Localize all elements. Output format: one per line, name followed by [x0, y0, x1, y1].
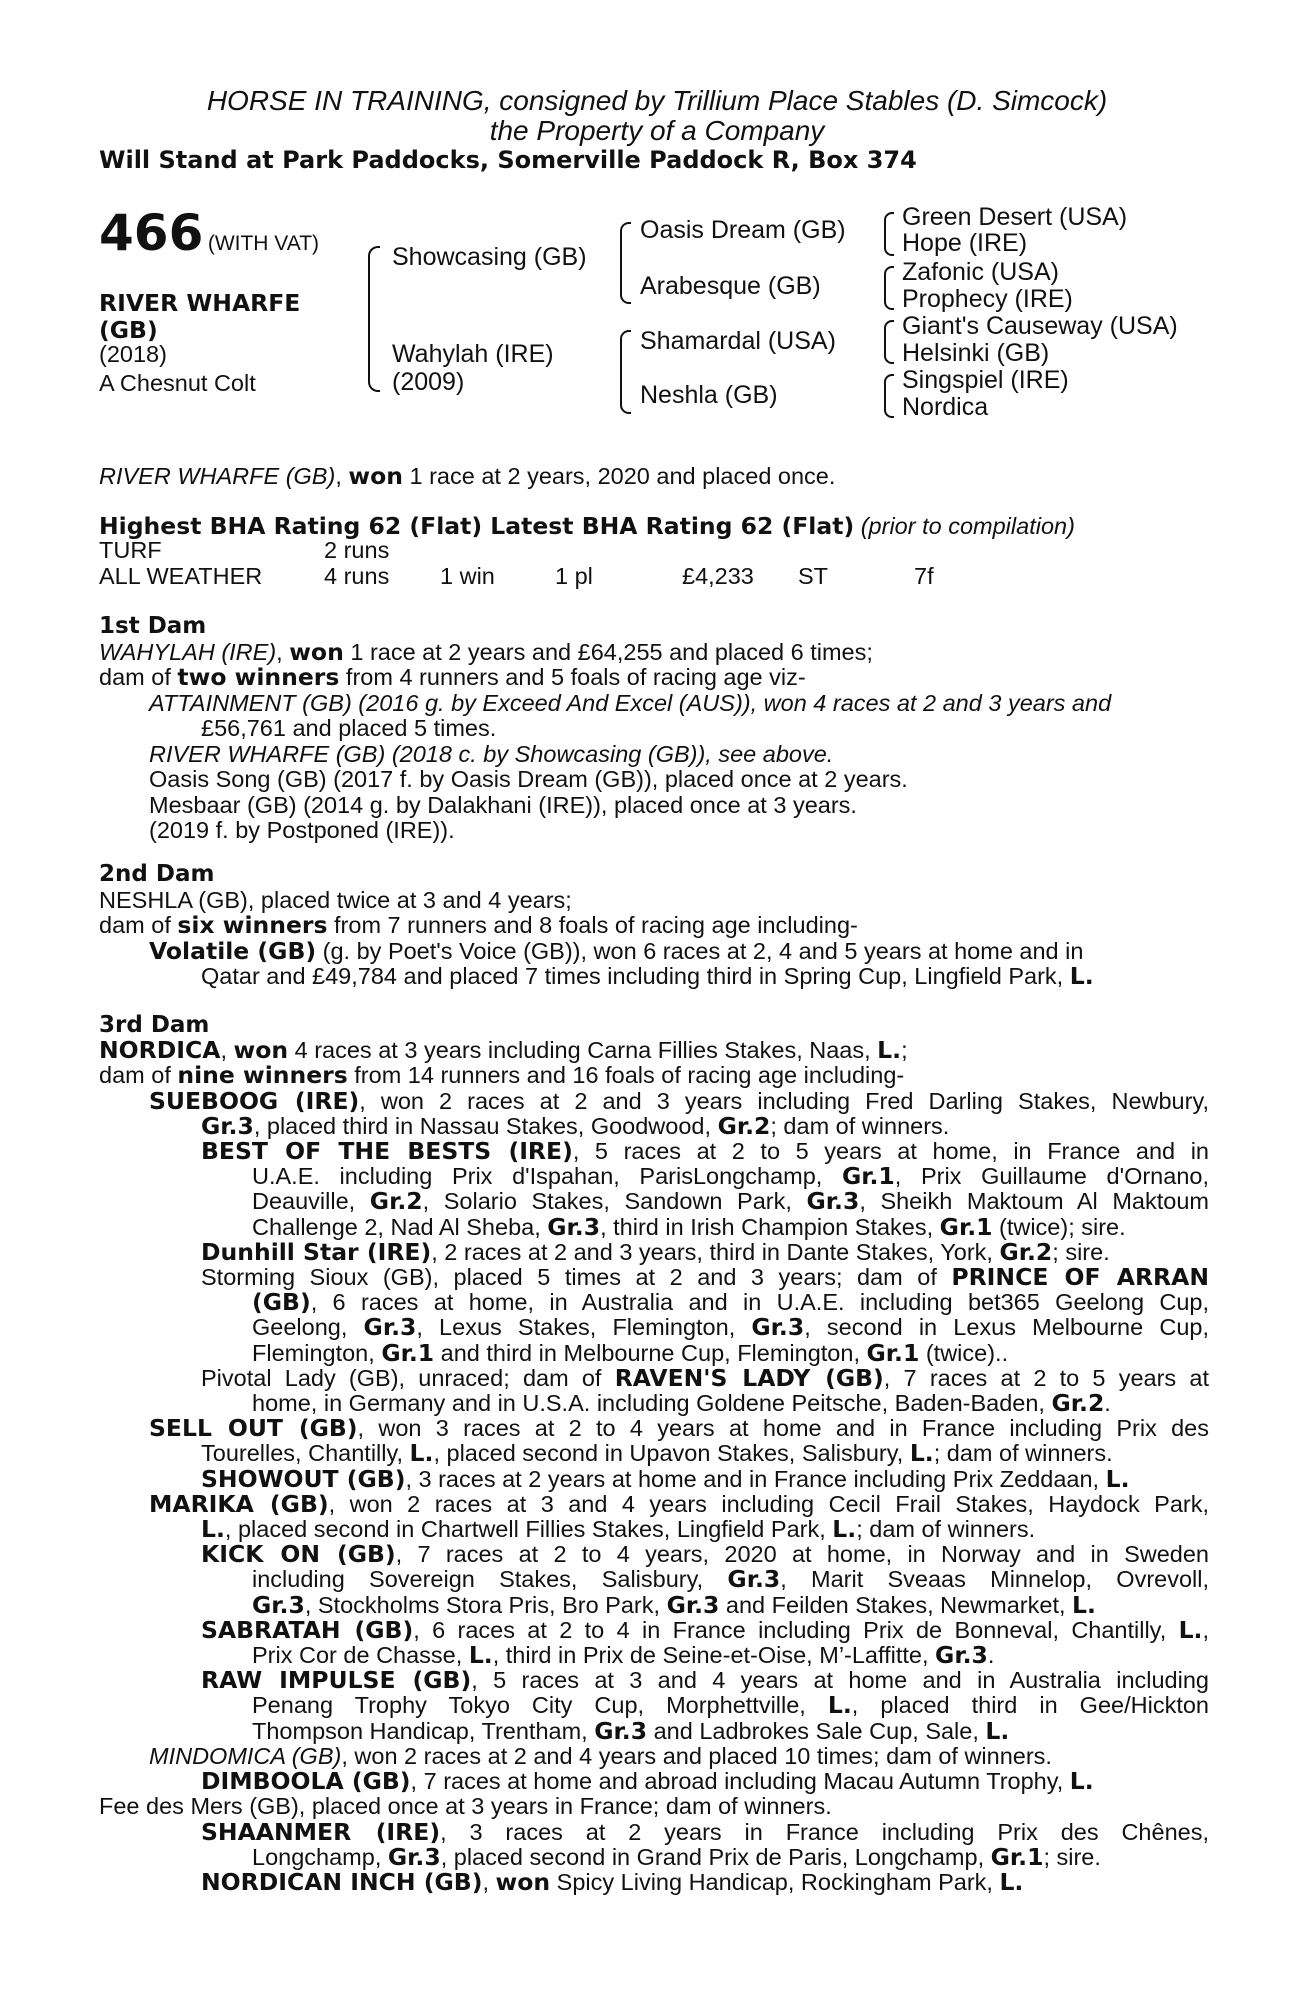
aw-prize: £4,233 — [682, 563, 754, 589]
horse-name: RIVER WHARFE — [99, 289, 301, 317]
sire-dam: Arabesque (GB) — [640, 272, 821, 300]
pedigree-line: SABRATAH (GB), 6 races at 2 to 4 in France including Prix de Bonneval, Chantilly, L., — [201, 1615, 1209, 1644]
rating-note: (prior to compilation) — [860, 513, 1075, 539]
second-dam-produce-summary — [99, 913, 1209, 939]
pedigree-line: Pivotal Lady (GB), unraced; dam of RAVEN'S LADY (GB), 7 races at 2 to 5 years at — [201, 1363, 1209, 1392]
pedigree-line: MARIKA (GB), won 2 races at 3 and 4 years including Cecil Frail Stakes, Haydock Park, — [149, 1489, 1210, 1518]
pedigree-line: Penang Trophy Tokyo City Cup, Morphettville, L., placed third in Gee/Hickton — [252, 1691, 1209, 1720]
lot-block — [99, 204, 319, 262]
pedigree-line: Deauville, Gr.2, Solario Stakes, Sandown Park, Gr.3, Sheikh Maktoum Al Maktoum — [252, 1187, 1209, 1216]
granddam-2: Prophecy (IRE) — [902, 285, 1073, 313]
first-dam-produce-summary — [99, 665, 1209, 691]
pedigree-line: SHOWOUT (GB), 3 races at 2 years at home and in France including Prix Zeddaan, L. — [201, 1464, 1130, 1493]
pedigree-brace-main — [368, 246, 380, 392]
pedigree-line: Storming Sioux (GB), placed 5 times at 2 and 3 years; dam of PRINCE OF ARRAN — [201, 1263, 1209, 1292]
location-line: Will Stand at Park Paddocks, Somerville Paddock R, Box 374 — [99, 146, 917, 174]
third-dam-section — [99, 1013, 1209, 1895]
pedigree-line: SELL OUT (GB), won 3 races at 2 to 4 years at home and in France including Prix des — [149, 1414, 1209, 1443]
sire-sire: Oasis Dream (GB) — [640, 216, 846, 244]
pedigree-line: NORDICA, won 4 races at 3 years including Carna Fillies Stakes, Naas, L.; — [99, 1036, 908, 1065]
first-dam-name: WAHYLAH (IRE) — [99, 638, 277, 665]
pedigree-line: Gr.3, Stockholms Stora Pris, Bro Park, Gr.3 and Feilden Stakes, Newmarket, L. — [252, 1590, 1096, 1619]
pedigree-line: MINDOMICA (GB), won 2 races at 2 and 4 years and placed 10 times; dam of winners. — [149, 1742, 1052, 1769]
aw-placed: 1 pl — [555, 563, 593, 589]
summary-name: RIVER WHARFE (GB) — [99, 463, 336, 489]
pedigree-line: SUEBOOG (IRE), won 2 races at 2 and 3 years including Fred Darling Stakes, Newbury, — [149, 1086, 1209, 1115]
pedigree-line: including Sovereign Stakes, Salisbury, Gr.3, Marit Sveaas Minnelop, Ovrevoll, — [252, 1565, 1209, 1594]
produce-record: Qatar and £49,784 and placed 7 times including third in Spring Cup, Lingfield Park, — [201, 963, 1070, 989]
pedigree-brace-dam — [620, 330, 631, 414]
turf-runs: 2 runs — [324, 537, 390, 563]
pedigree-brace-g4 — [884, 374, 894, 418]
vat-note: (WITH VAT) — [207, 232, 320, 255]
rating-line — [99, 512, 1075, 540]
aw-track: ST — [798, 563, 829, 589]
first-dam-line: WAHYLAH (IRE), won 1 race at 2 years and £64,255 and placed 6 times; — [99, 637, 873, 666]
aw-distance: 7f — [914, 563, 934, 589]
first-dam-section — [99, 614, 1209, 844]
text-fragment: dam of — [99, 912, 178, 938]
pedigree-line: U.A.E. including Prix d'Ispahan, ParisLongchamp, Gr.1, Prix Guillaume d'Ornano, — [252, 1162, 1209, 1191]
pedigree-line: (GB), 6 races at home, in Australia and in U.A.E. including bet365 Geelong Cup, — [252, 1288, 1209, 1317]
pedigree-line: KICK ON (GB), 7 races at 2 to 4 years, 2020 at home, in Norway and in Sweden — [201, 1540, 1210, 1569]
produce-line: (2019 f. by Postponed (IRE)). — [149, 817, 455, 843]
pedigree-brace-g2 — [884, 266, 894, 310]
granddam-1: Hope (IRE) — [902, 229, 1028, 257]
pedigree-brace-g3 — [884, 320, 894, 364]
summary-won: won — [348, 462, 403, 490]
text-fragment: from 4 runners and 5 foals of racing age viz- — [339, 664, 806, 690]
aw-wins: 1 win — [440, 563, 495, 589]
rating-bold: Highest BHA Rating 62 (Flat) Latest BHA Rating 62 (Flat) — [99, 512, 855, 540]
produce-line: RIVER WHARFE (GB) (2018 c. by Showcasing (GB)), see above. — [149, 740, 834, 767]
pedigree-line: Prix Cor de Chasse, L., third in Prix de Seine-et-Oise, M’-Laffitte, Gr.3. — [252, 1641, 995, 1670]
grandsire-1: Green Desert (USA) — [902, 203, 1128, 231]
third-dam-lines — [99, 1038, 1209, 1895]
pedigree-line: SHAANMER (IRE), 3 races at 2 years in France including Prix des Chênes, — [201, 1817, 1209, 1846]
property-line: the Property of a Company — [489, 115, 825, 146]
grandsire-3: Giant's Causeway (USA) — [902, 312, 1178, 340]
grandsire-2: Zafonic (USA) — [902, 258, 1059, 286]
produce-line — [99, 964, 1209, 990]
first-dam-record: 1 race at 2 years and £64,255 and placed 6 times; — [343, 638, 873, 665]
consignor-line: HORSE IN TRAINING, consigned by Trillium Place Stables (D. Simcock) — [206, 85, 1108, 116]
pedigree-line: Thompson Handicap, Trentham, Gr.3 and Ladbrokes Sale Cup, Sale, L. — [252, 1716, 1010, 1745]
granddam-3: Helsinki (GB) — [902, 339, 1050, 367]
aw-label: ALL WEATHER — [99, 563, 263, 589]
dam-sire: Shamardal (USA) — [640, 327, 836, 355]
pedigree-line: Fee des Mers (GB), placed once at 3 years in France; dam of winners. — [99, 1793, 832, 1820]
dam-year: (2009) — [392, 368, 465, 396]
produce-line: Mesbaar (GB) (2014 g. by Dalakhani (IRE)), placed once at 3 years. — [149, 791, 857, 818]
text-fragment: dam of — [99, 664, 178, 690]
winners-count: six winners — [177, 911, 328, 939]
text-fragment: from 7 runners and 8 foals of racing age including- — [327, 912, 858, 938]
pedigree-line: Tourelles, Chantilly, L., placed second in Upavon Stakes, Salisbury, L.; dam of winners. — [201, 1439, 1113, 1468]
second-dam-line: NESHLA (GB), placed twice at 3 and 4 years; — [99, 886, 572, 913]
pedigree-brace-g1 — [884, 212, 894, 256]
second-dam-section — [99, 862, 1209, 990]
grandsire-4: Singspiel (IRE) — [902, 366, 1069, 394]
pedigree-line: Dunhill Star (IRE), 2 races at 2 and 3 years, third in Dante Stakes, York, Gr.2; sire. — [201, 1237, 1110, 1266]
listed-marker: L. — [1069, 962, 1094, 990]
horse-description: A Chesnut Colt — [99, 370, 256, 396]
first-dam-heading: 1st Dam — [99, 613, 207, 639]
produce-line: ATTAINMENT (GB) (2016 g. by Exceed And Excel (AUS)), won 4 races at 2 and 3 years and — [149, 689, 1112, 716]
race-summary: RIVER WHARFE (GB), won 1 race at 2 years, 2020 and placed once. — [99, 462, 836, 490]
granddam-4: Nordica — [902, 393, 989, 421]
lot-number: 466 — [99, 204, 204, 262]
pedigree-line: RAW IMPULSE (GB), 5 races at 3 and 4 years at home and in Australia including — [201, 1666, 1209, 1695]
pedigree-line: Longchamp, Gr.3, placed second in Grand Prix de Paris, Longchamp, Gr.1; sire. — [252, 1842, 1101, 1871]
pedigree-brace-sire — [620, 222, 631, 304]
sire: Showcasing (GB) — [392, 243, 587, 271]
winners-count: two winners — [177, 663, 340, 691]
summary-rest: 1 race at 2 years, 2020 and placed once. — [402, 463, 836, 489]
horse-year: (2018) — [99, 341, 167, 367]
produce-name: Volatile (GB) — [149, 936, 317, 965]
pedigree-line: Flemington, Gr.1 and third in Melbourne Cup, Flemington, Gr.1 (twice).. — [252, 1338, 1009, 1367]
pedigree-line: dam of nine winners from 14 runners and 16 foals of racing age including- — [99, 1061, 905, 1090]
pedigree-line: Gr.3, placed third in Nassau Stakes, Goodwood, Gr.2; dam of winners. — [201, 1111, 950, 1140]
dam: Wahylah (IRE) — [392, 340, 554, 368]
pedigree-line: home, in Germany and in U.S.A. including Goldene Peitsche, Baden-Baden, Gr.2. — [252, 1389, 1111, 1418]
third-dam-heading: 3rd Dam — [99, 1012, 210, 1038]
pedigree-line: Geelong, Gr.3, Lexus Stakes, Flemington, Gr.3, second in Lexus Melbourne Cup, — [252, 1313, 1209, 1342]
second-dam-heading: 2nd Dam — [99, 861, 215, 887]
horse-country: (GB) — [99, 316, 158, 344]
pedigree-line: BEST OF THE BESTS (IRE), 5 races at 2 to 5 years at home, in France and in — [201, 1137, 1209, 1166]
first-dam-won: won — [289, 637, 344, 666]
turf-label: TURF — [99, 537, 162, 563]
dam-dam: Neshla (GB) — [640, 381, 778, 409]
pedigree-line: NORDICAN INCH (GB), won Spicy Living Handicap, Rockingham Park, L. — [201, 1867, 1024, 1896]
pedigree-line: DIMBOOLA (GB), 7 races at home and abroad including Macau Autumn Trophy, L. — [201, 1767, 1094, 1796]
produce-line: £56,761 and placed 5 times. — [201, 715, 497, 741]
produce-line — [99, 936, 1209, 965]
pedigree-line: L., placed second in Chartwell Fillies Stakes, Lingfield Park, L.; dam of winners. — [201, 1515, 1036, 1544]
produce-line: Oasis Song (GB) (2017 f. by Oasis Dream (GB)), placed once at 2 years. — [149, 766, 908, 792]
aw-runs: 4 runs — [324, 563, 390, 589]
pedigree-line: Challenge 2, Nad Al Sheba, Gr.3, third in Irish Champion Stakes, Gr.1 (twice); sire. — [252, 1212, 1126, 1241]
produce-record: (g. by Poet's Voice (GB)), won 6 races at 2, 4 and 5 years at home and in — [316, 937, 1084, 964]
